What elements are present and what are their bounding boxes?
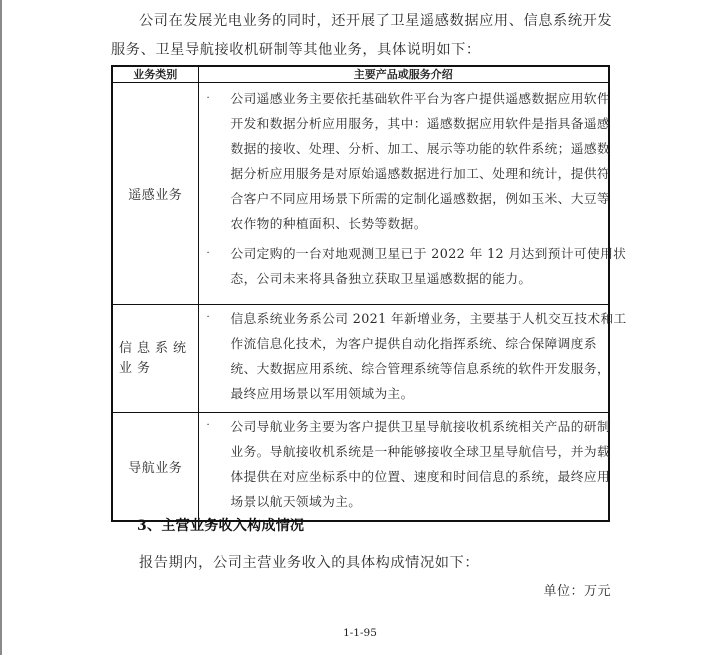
text-line: 据分析应用服务是对原始遥感数据进行加工、处理和统计，提供符: [230, 166, 611, 181]
intro-paragraph-line-2: 服务、卫星导航接收机研制等其他业务，具体说明如下：: [111, 42, 481, 58]
table-header-row: [112, 66, 609, 83]
text-line: 开发和数据分析应用服务，其中：遥感数据应用软件是指具备遥感: [230, 116, 611, 131]
text-line: 公司遥感业务主要依托基础软件平台为客户提供遥感数据应用软件: [230, 91, 611, 106]
text-line: 公司定购的一台对地观测卫星已于 2022 年 12 月达到预计可使用状: [230, 246, 627, 261]
unit-label: 单位：万元: [543, 584, 611, 599]
description-cell: [198, 305, 627, 413]
business-table: [111, 65, 627, 522]
intro-paragraph-line-1: 公司在发展光电业务的同时，还开展了卫星遥感数据应用、信息系统开发: [139, 13, 613, 29]
text-line: 最终应用场景以军用领域为主。: [230, 386, 414, 401]
table-row: [112, 413, 609, 521]
list-item: [199, 305, 627, 406]
header-category: 业务类别: [112, 66, 198, 83]
category-info-system: 信息系统业务: [112, 305, 198, 413]
text-line: 业务。导航接收机系统是一种能够接收全球卫星导航信号，并为载: [230, 444, 611, 459]
text-line: 场景以航天领域为主。: [230, 494, 362, 509]
text-line: 农作物的种植面积、长势等数据。: [230, 216, 427, 231]
text-line: 作流信息化技术，为客户提供自动化指挥系统、综合保障调度系: [230, 336, 597, 351]
list-item: [199, 86, 609, 236]
bullet-icon: ·: [206, 248, 211, 259]
page-number: 1-1-95: [343, 627, 377, 639]
category-remote-sensing: 遥感业务: [112, 83, 198, 305]
list-item: [199, 413, 609, 514]
text-line: 信息系统业务系公司 2021 年新增业务，主要基于人机交互技术和工: [230, 311, 627, 326]
page-left-edge: [0, 0, 2, 655]
description-cell: [198, 413, 609, 521]
bullet-icon: ·: [206, 420, 211, 431]
table-row: [112, 83, 609, 305]
text-line: 态，公司未来将具备独立获取卫星遥感数据的能力。: [230, 271, 532, 286]
list-item: [199, 241, 627, 291]
bullet-icon: ·: [206, 93, 211, 104]
header-description: 主要产品或服务介绍: [198, 66, 609, 83]
category-navigation: 导航业务: [112, 413, 198, 521]
text-line: 合客户不同应用场景下所需的定制化遥感数据，例如玉米、大豆等: [230, 191, 611, 206]
text-line: 公司导航业务主要为客户提供卫星导航接收机系统相关产品的研制: [230, 419, 611, 434]
section-paragraph: 报告期内，公司主营业务收入的具体构成情况如下：: [139, 555, 480, 571]
text-line: 统、大数据应用系统、综合管理系统等信息系统的软件开发服务，: [230, 361, 611, 376]
section-heading: 3、主营业务收入构成情况: [137, 518, 305, 534]
description-cell: [198, 83, 627, 305]
text-line: 数据的接收、处理、分析、加工、展示等功能的软件系统；遥感数: [230, 141, 611, 156]
text-line: 体提供在对应坐标系中的位置、速度和时间信息的系统，最终应用: [230, 469, 611, 484]
bullet-icon: ·: [206, 312, 211, 323]
table-row: [112, 305, 609, 413]
